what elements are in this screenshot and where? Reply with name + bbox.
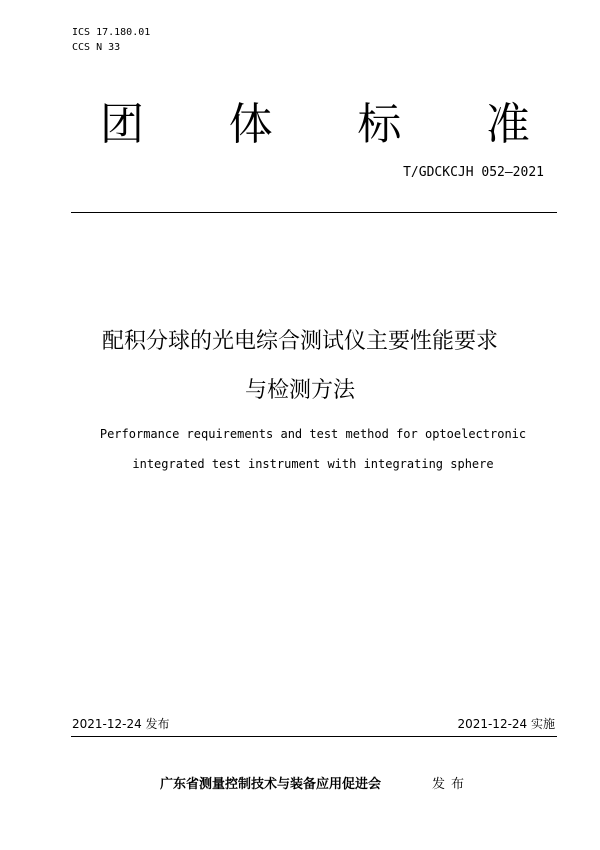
en-title-line-1: Performance requirements and test method for optoelectronic bbox=[99, 427, 527, 441]
standard-type-char: 标 bbox=[357, 99, 402, 150]
standard-type-title bbox=[100, 100, 530, 150]
implementation-date: 2021-12-24 实施 bbox=[457, 717, 555, 731]
top-divider bbox=[71, 212, 557, 213]
ccs-code: CCS N 33 bbox=[72, 42, 121, 53]
ics-code: ICS 17.180.01 bbox=[72, 27, 151, 38]
cn-title-line-1: 配积分球的光电综合测试仪主要性能要求 bbox=[101, 329, 498, 354]
standard-type-char: 准 bbox=[485, 99, 530, 150]
en-title-line-2: integrated test instrument with integrating sphere bbox=[132, 457, 494, 471]
cn-title-line-2: 与检测方法 bbox=[244, 378, 355, 403]
issue-label: 发布 bbox=[432, 777, 471, 792]
bottom-divider bbox=[71, 736, 557, 737]
standard-type-char: 体 bbox=[228, 99, 273, 150]
issuer-name: 广东省测量控制技术与装备应用促进会 bbox=[160, 777, 382, 792]
standard-number: T/GDCKCJH 052—2021 bbox=[403, 165, 544, 180]
publish-date: 2021-12-24 发布 bbox=[72, 717, 170, 731]
standard-type-char: 团 bbox=[100, 99, 144, 150]
